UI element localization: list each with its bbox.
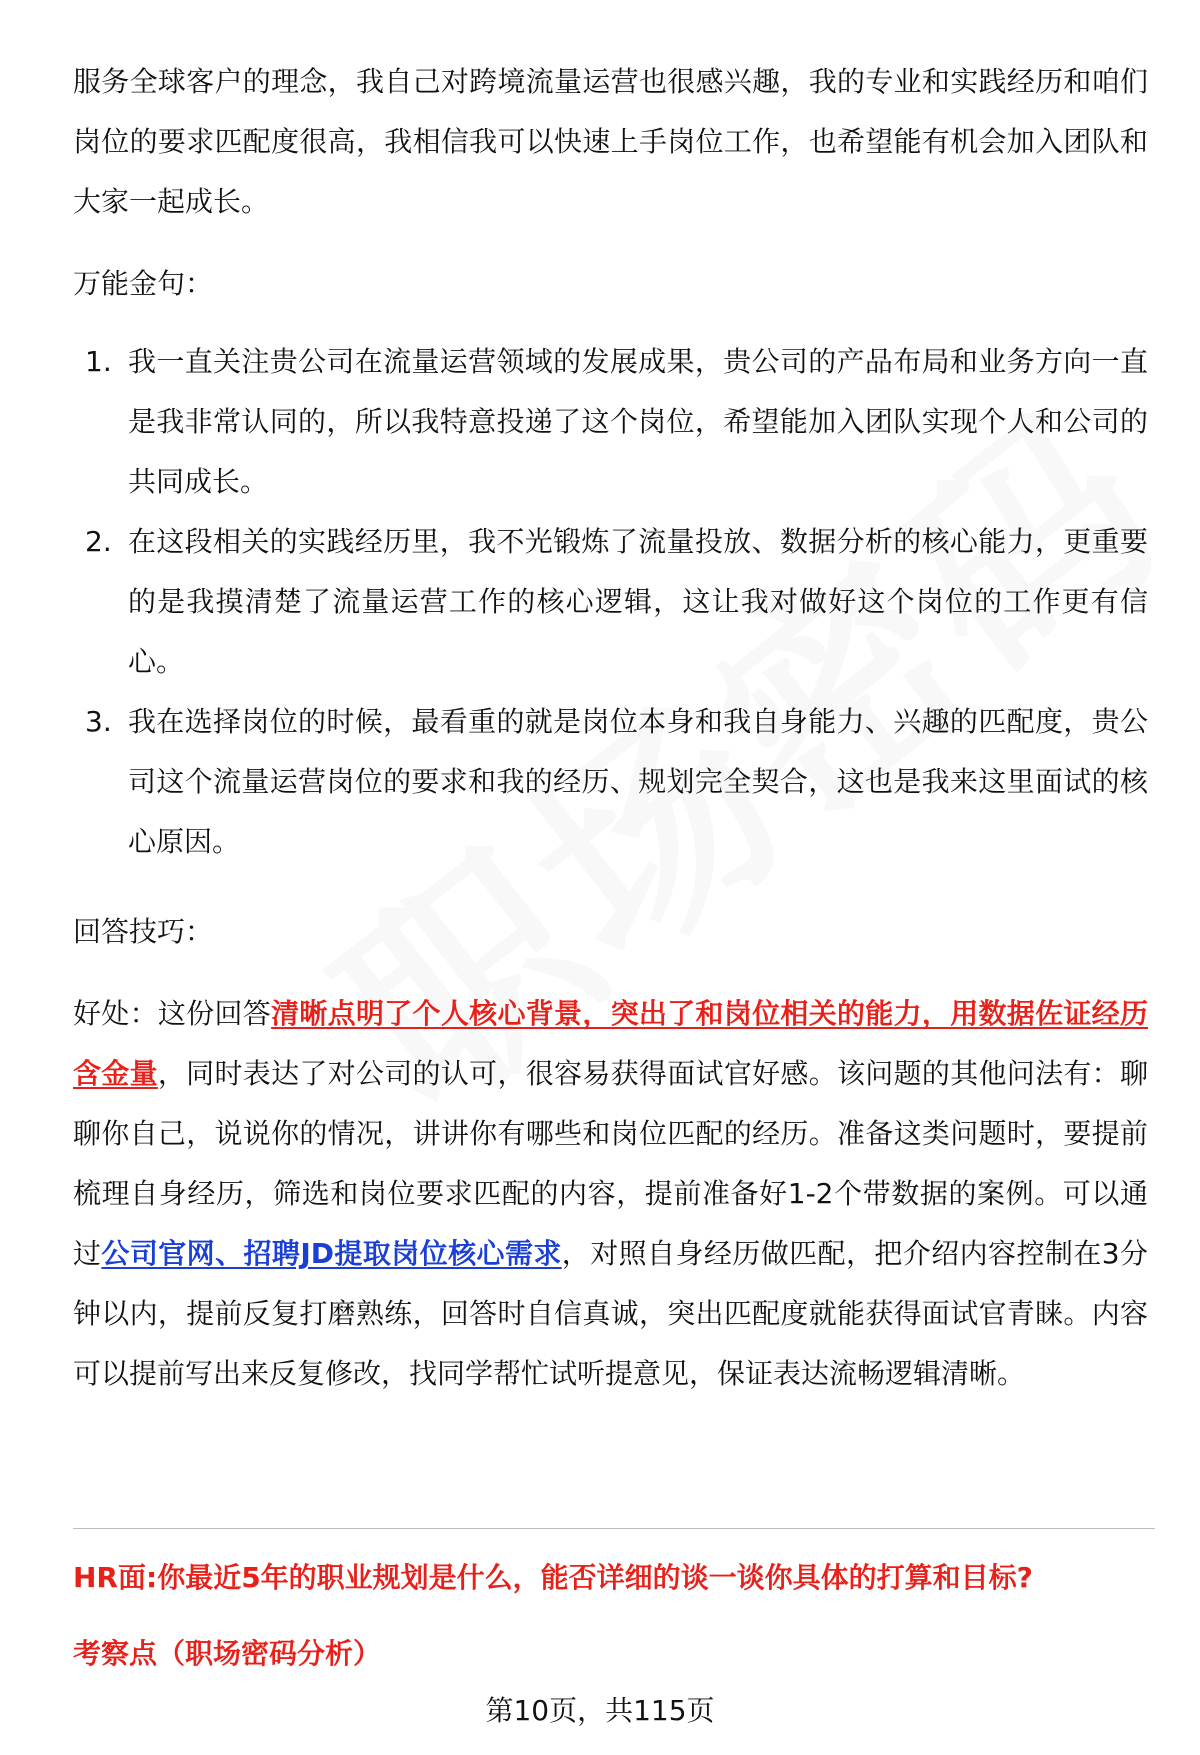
- list-item-text: 我一直关注贵公司在流量运营领域的发展成果，贵公司的产品布局和业务方向一直是我非常认同的，所以我特意投递了这个岗位，希望能加入团队实现个人和公司的共同成长。: [128, 345, 1148, 498]
- list-item-number: 3.: [85, 705, 112, 738]
- list-item: [73, 332, 1148, 512]
- list-item-text: 我在选择岗位的时候，最看重的就是岗位本身和我自身能力、兴趣的匹配度，贵公司这个流量运营岗位的要求和我的经历、规划完全契合，这也是我来这里面试的核心原因。: [128, 705, 1148, 858]
- golden-phrases-list: [73, 332, 1148, 872]
- intro-paragraph: 服务全球客户的理念，我自己对跨境流量运营也很感兴趣，我的专业和实践经历和咱们岗位的要求匹配度很高，我相信我可以快速上手岗位工作，也希望能有机会加入团队和大家一起成长。: [73, 65, 1148, 218]
- page-number: 第10页，共115页: [485, 1694, 715, 1727]
- tips-prefix: 好处：这份回答: [73, 997, 272, 1030]
- list-item-number: 2.: [85, 525, 112, 558]
- answer-tips-heading: 回答技巧：: [73, 915, 214, 948]
- list-item: [73, 512, 1148, 692]
- list-item-number: 1.: [85, 345, 112, 378]
- tips-suffix: ，对照自身经历做匹配，把介绍内容控制在3分钟以内，提前反复打磨熟练，回答时自信真诚，突出匹配度就能获得面试官青睐。内容可以提前写出来反复修改，找同学帮忙试听提意见，保证表达流畅逻辑清晰。: [73, 1237, 1148, 1390]
- answer-tips-paragraph: [73, 984, 1148, 1404]
- list-item: [73, 692, 1148, 872]
- tips-middle: ，同时表达了对公司的认可，很容易获得面试官好感。该问题的其他问法有：聊聊你自己，说说你的情况，讲讲你有哪些和岗位匹配的经历。准备这类问题时，要提前梳理自身经历，筛选和岗位要求匹配的内容，提前准备好1-2个带数据的案例。可以通过: [73, 1057, 1148, 1270]
- section-divider: [73, 1528, 1155, 1529]
- analysis-sub-heading: 考察点（职场密码分析）: [73, 1637, 382, 1670]
- main-content: [73, 52, 1148, 1404]
- next-question-title: HR面:你最近5年的职业规划是什么，能否详细的谈一谈你具体的打算和目标?: [73, 1561, 1033, 1594]
- highlight-red-text: 清晰点明了个人核心背景，突出了和岗位相关的能力，用数据佐证经历含金量: [73, 997, 1148, 1090]
- list-item-text: 在这段相关的实践经历里，我不光锻炼了流量投放、数据分析的核心能力，更重要的是我摸清楚了流量运营工作的核心逻辑，这让我对做好这个岗位的工作更有信心。: [128, 525, 1148, 678]
- highlight-blue-text: 公司官网、招聘JD提取岗位核心需求: [101, 1237, 562, 1270]
- golden-phrases-heading: 万能金句：: [73, 267, 214, 300]
